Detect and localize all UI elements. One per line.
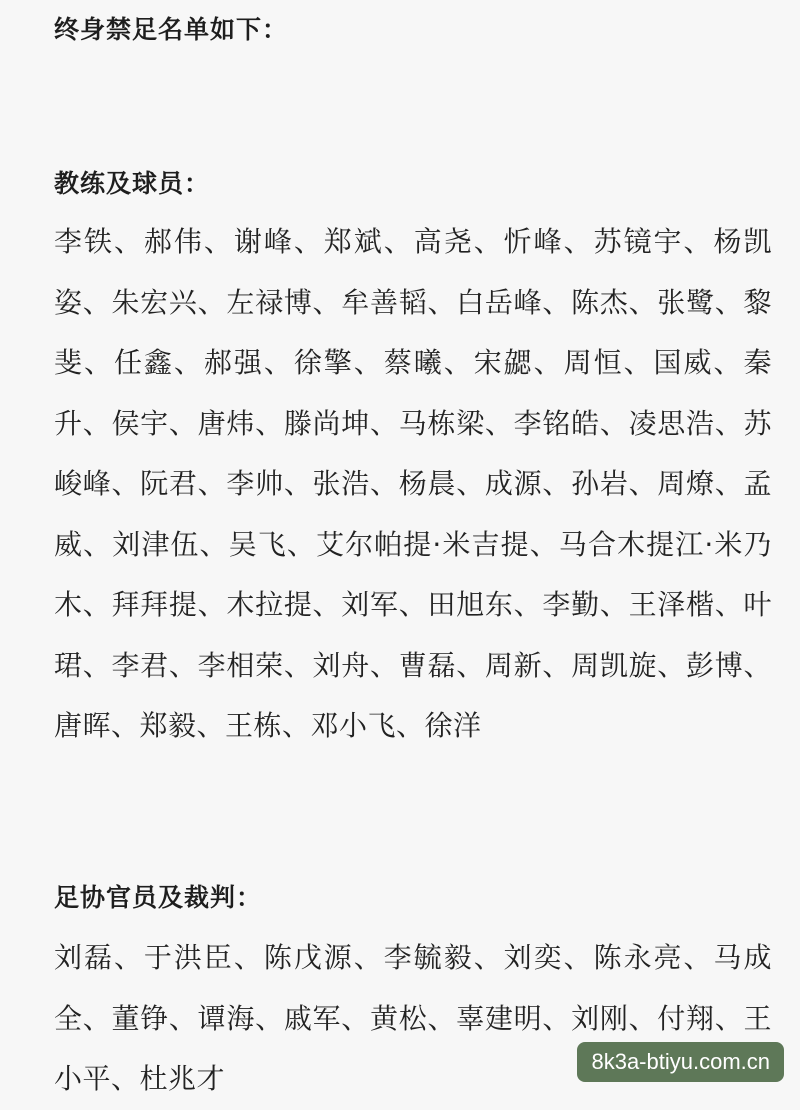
- page-title: 终身禁足名单如下：: [54, 15, 289, 44]
- section-heading-officials-referees: 足协官员及裁判：: [54, 883, 263, 912]
- section-heading-coaches-players: 教练及球员：: [54, 169, 211, 198]
- watermark-badge: 8k3a-btiyu.com.cn: [577, 1042, 784, 1082]
- coaches-players-name-list: 李铁、郝伟、谢峰、郑斌、高尧、忻峰、苏镜宇、杨凯姿、朱宏兴、左禄博、牟善韬、白岳峰、陈杰、张鹭、黎斐、任鑫、郝强、徐擎、蔡曦、宋勰、周恒、国威、秦升、侯宇、唐炜、滕尚坤、马栋梁、李铭皓、凌思浩、苏峻峰、阮君、李帅、张浩、杨晨、成源、孙岩、周燎、孟威、刘津伍、吴飞、艾尔帕提·米吉提、马合木提江·米乃木、拜拜提、木拉提、刘军、田旭东、李勤、王泽楷、叶珺、李君、李相荣、刘舟、曹磊、周新、周凯旋、彭博、唐晖、郑毅、王栋、邓小飞、徐洋: [54, 225, 772, 742]
- officials-referees-name-list: 刘磊、于洪臣、陈戊源、李毓毅、刘奕、陈永亮、马成全、董铮、谭海、戚军、黄松、辜建明、刘刚、付翔、王小平、杜兆才: [54, 941, 772, 1095]
